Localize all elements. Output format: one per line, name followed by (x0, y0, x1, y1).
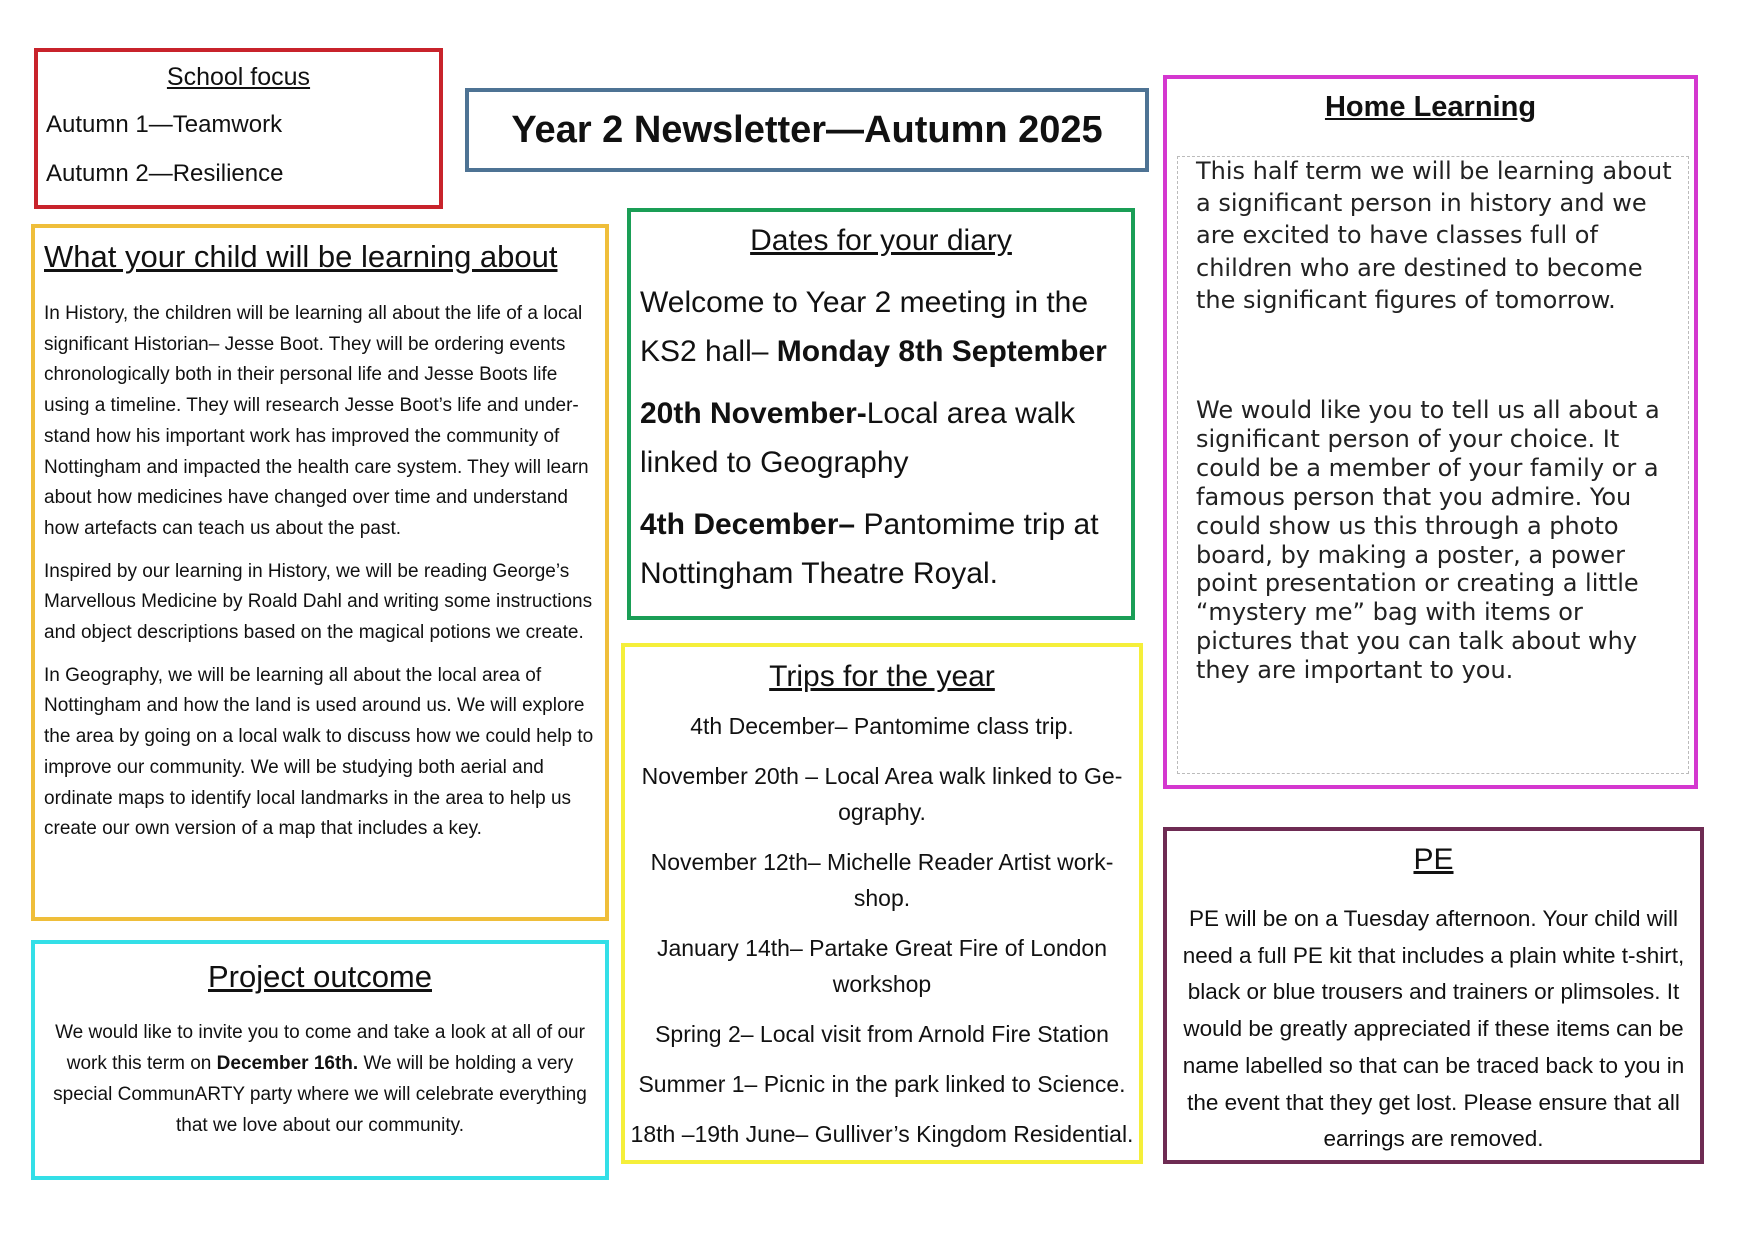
dates-box (627, 208, 1135, 620)
trips-box (621, 643, 1143, 1164)
trip-item: November 20th – Local Area walk linked to Geography. (641, 763, 1123, 825)
learning-paragraph: In History, the children will be learning all about the life of a local significant Historian– Jesse Boot. They will be ordering events chronologically both in their personal life and Jesse Boots life using a timeline. They will research Jesse Boot’s life and understand how his important work has improved the community of Nottingham and impacted the health care system. They will learn about how medicines have changed over time and understand how artefacts can teach us about the past. (44, 303, 589, 539)
project-text-after: We will be holding a very special CommunARTY party where we will celebrate everything that we love about our community. (53, 1053, 587, 1136)
learning-paragraph: In Geography, we will be learning all about the local area of Nottingham and how the land is used around us. We will explore the area by going on a local walk to discuss how we could help to improve our community. We will be studying both aerial and ordinate maps to identify local landmarks in the area to help us create our own version of a map that includes a key. (44, 664, 594, 840)
trips-list (629, 708, 1135, 1166)
home-learning-heading: Home Learning (1324, 91, 1537, 123)
trips-heading: Trips for the year (769, 660, 995, 693)
project-date: December 16th. (216, 1053, 359, 1074)
date-item-text: Local area walk linked to Geography (640, 397, 1076, 479)
learning-text (44, 299, 602, 857)
date-item-text: Pantomime trip at Nottingham Theatre Royal. (640, 508, 1099, 590)
home-learning-text-frame (1177, 156, 1689, 774)
pe-heading: PE (1413, 843, 1454, 876)
learning-box (31, 224, 609, 921)
dates-heading: Dates for your diary (750, 224, 1012, 257)
newsletter-title: Year 2 Newsletter—Autumn 2025 (511, 108, 1103, 151)
title-box (465, 88, 1149, 172)
trip-item: Spring 2– Local visit from Arnold Fire Station (655, 1021, 1109, 1047)
date-item-date: Monday 8th September (776, 335, 1107, 368)
project-outcome-text (43, 1017, 597, 1141)
dates-list (640, 278, 1130, 611)
project-outcome-box (31, 940, 609, 1180)
learning-heading: What your child will be learning about (44, 239, 558, 274)
school-focus-box (34, 48, 443, 209)
learning-paragraph: Inspired by our learning in History, we will be reading George’s Marvellous Medicine by Roald Dahl and writing some instructions and object descriptions based on the magical potions we create. (44, 560, 593, 644)
trip-item: 18th –19th June– Gulliver’s Kingdom Residential. (630, 1121, 1134, 1147)
project-outcome-heading: Project outcome (208, 959, 432, 994)
home-learning-paragraph: We would like you to tell us all about a significant person of your choice. It could be a member of your family or a famous person that you admire. You could show us this through a photo board, by making a poster, a power point presentation or creating a little “mystery me” bag with items or pictures that you can talk about why they are important to you. (1196, 396, 1660, 685)
trip-item: November 12th– Michelle Reader Artist workshop. (650, 849, 1114, 911)
pe-text: PE will be on a Tuesday afternoon. Your child will need a full PE kit that includes a plain white t-shirt, black or blue trousers and trainers or plimsoles. It would be greatly appreciated if these items can be name labelled so that can be traced back to you in the event that they get lost. Please ensure that all earrings are removed. (1182, 906, 1685, 1152)
trip-item: Summer 1– Picnic in the park linked to Science. (638, 1071, 1126, 1097)
date-item (640, 389, 1130, 487)
date-item-date: 4th December– (640, 508, 856, 541)
home-learning-box (1163, 75, 1698, 789)
date-item-text: Welcome to Year 2 meeting in the KS2 hall– (640, 286, 1089, 368)
pe-box (1163, 827, 1704, 1164)
date-item-date: 20th November- (640, 397, 867, 430)
date-item (640, 278, 1130, 376)
school-focus-heading: School focus (166, 63, 311, 91)
project-text-before: We would like to invite you to come and take a look at all of our work this term on (55, 1022, 585, 1074)
school-focus-line: Autumn 2—Resilience (46, 160, 284, 187)
date-item (640, 500, 1130, 598)
school-focus-line: Autumn 1—Teamwork (46, 111, 283, 138)
trip-item: January 14th– Partake Great Fire of London workshop (656, 935, 1108, 997)
trip-item: 4th December– Pantomime class trip. (690, 713, 1074, 739)
home-learning-paragraph: This half term we will be learning about a significant person in history and we are excited to have classes full of children who are destined to become the significant figures of tomorrow. (1196, 157, 1672, 314)
